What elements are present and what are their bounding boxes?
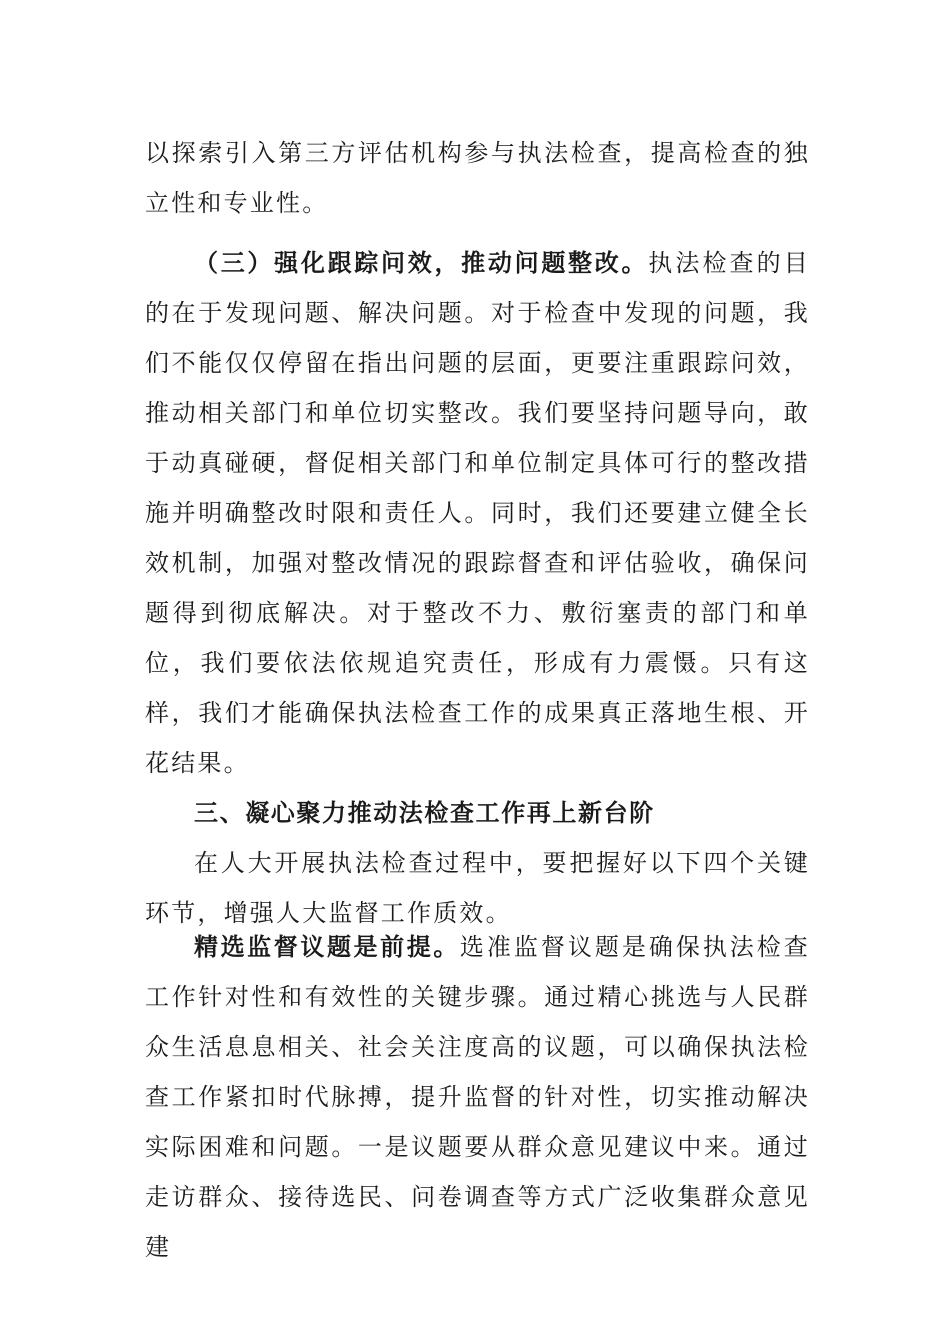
paragraph-lead: 精选监督议题是前提。 [194,933,460,961]
paragraph-text: 选准监督议题是确保执法检查工作针对性和有效性的关键步骤。通过精心挑选与人民群众生活息息相关、社会关注度高的议题，可以确保执法检查工作紧扣时代脉搏，提升监督的针对性，切实推动解决实际困难和问题。一是议题要从群众意见建议中来。通过走访群众、接待选民、问卷调查等方式广泛收集群众意见建 [145,933,810,1261]
paragraph-text: 以探索引入第三方评估机构参与执法检查，提高检查的独立性和专业性。 [145,139,810,217]
paragraph-continuation [145,128,810,228]
paragraph-topic-selection [145,922,810,1272]
paragraph-lead: （三）强化跟踪问效，推动问题整改。 [194,249,649,277]
paragraph-section-three [145,238,810,788]
section-heading [145,788,810,838]
section-heading-text: 三、凝心聚力推动法检查工作再上新台阶 [194,799,655,827]
paragraph-text: 在人大开展执法检查过程中，要把握好以下四个关键环节，增强人大监督工作质效。 [145,849,810,927]
paragraph-text: 执法检查的目的在于发现问题、解决问题。对于检查中发现的问题，我们不能仅仅停留在指出问题的层面，更要注重跟踪问效，推动相关部门和单位切实整改。我们要坚持问题导向，敢于动真碰硬，督促相关部门和单位制定具体可行的整改措施并明确整改时限和责任人。同时，我们还要建立健全长效机制，加强对整改情况的跟踪督查和评估验收，确保问题得到彻底解决。对于整改不力、敷衍塞责的部门和单位，我们要依法依规追究责任，形成有力震慑。只有这样，我们才能确保执法检查工作的成果真正落地生根、开花结果。 [145,249,810,777]
